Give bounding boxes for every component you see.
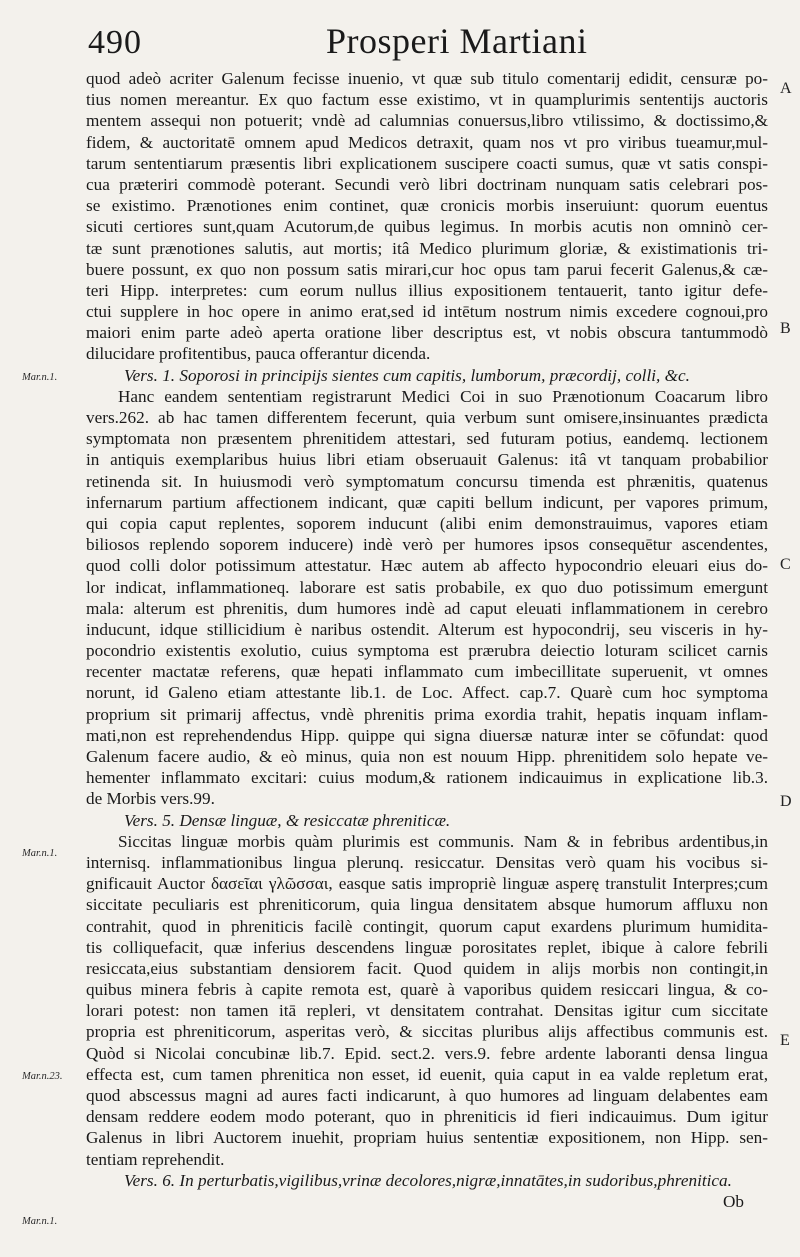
text-line: tæ sunt prænotiones salutis, aut mortis; itâ Medico plurimum gloriæ, & existimationis tri- <box>86 238 768 258</box>
text-line: proprium sit primarij affectus, vndè phrenitis prima exordia trahit, hepatis inquam inflam- <box>86 704 768 724</box>
text-line: inducunt, idque stillicidium è naribus ostendit. Alterum est hypocondrij, seu visceris in hy- <box>86 619 768 639</box>
text-line: Galenus in libri Auctorem inuehit, propriam huius sententiæ expositionem, non Hipp. sen- <box>86 1128 768 1148</box>
verse-heading: Vers. 5. Densæ linguæ, & resiccatæ phreniticæ. <box>124 810 451 830</box>
text-line: effecta est, cum tamen phrenitica non esset, id euenit, quia caput in ea valde repletum erat, <box>86 1064 768 1084</box>
text-line: norunt, id Galeno etiam attestante lib.1. de Loc. Affect. cap.7. Quarè cum hoc symptoma <box>86 683 768 703</box>
text-line: de Morbis vers.99. <box>86 789 215 809</box>
margin-letter: E <box>780 1032 790 1049</box>
text-line: mentem assequi non potuerit; vndè ad calumnias conuersus,libro vtilissimo, & doctissimo,& <box>86 111 768 131</box>
text-line: densam reddere eodem modo poterant, quo in phreniticis id fieri indicauimus. Dum igitur <box>86 1107 768 1127</box>
text-line: siccitate peculiaris est phreniticorum, quia lingua densitatem absque humorum affluxu non <box>86 895 768 915</box>
text-line: mala: alterum est phrenitis, dum humores indè ad caput eleuati inflammationem in cerebro <box>86 598 768 618</box>
text-line: mati,non est reprehendendus Hipp. quippe qui signa diuersæ naturæ inter se cōfundat: quod <box>86 725 768 745</box>
text-line: Galenum facere audio, & eò minus, quia non est nouum Hipp. phrenitidem solo hepate ve- <box>86 747 768 766</box>
text-line: sicuti certiores sunt,quam Acutorum,de quibus legimus. In morbis acutis non omninò cer- <box>86 217 768 237</box>
text-line: biliosos replendo soporem inducere) indè verò per humores ipsos consequētur ascendentes, <box>86 535 768 555</box>
text-line: contrahit, quod in phreniticis facilè contingit, quorum caput exardens plurimum humidita- <box>86 916 768 936</box>
body-text <box>86 68 768 1212</box>
text-line: buere possunt, ex quo non possum satis mirari,cur hoc opus tam parui fecerit Galenus,& cæ- <box>86 259 768 279</box>
verse-heading: Vers. 6. In perturbatis,vigilibus,vrinæ decolores,nigræ,innatātes,in sudoribus,phrenitica. <box>124 1170 732 1190</box>
text-line: internisq. inflammationibus lingua plerunq. resiccatur. Densitas verò quam his vocibus si- <box>86 852 768 872</box>
text-line: Hanc eandem sententiam registrarunt Medici Coi in suo Prænotionum Coacarum libro <box>118 386 768 406</box>
running-title: Prosperi Martiani <box>326 21 588 61</box>
text-line: tis colliquefacit, quæ inferius descendens linguæ porositates replet, ibique à calore febrili <box>86 937 768 957</box>
margin-letter: C <box>780 556 791 573</box>
text-line: retinenda sit. In huiusmodi verò symptomatum concursu timenda est phrænitis, quatenus <box>86 471 768 491</box>
margin-letter: D <box>780 793 792 810</box>
text-line: infernarum partium affectionem indicant, quæ capiti bellum indicunt, per vapores primum, <box>86 492 768 512</box>
text-line: hementer inflammato excitari: cuius modum,& rationem indicauimus in explicatione lib.3. <box>86 768 768 788</box>
text-line: dilucidare profitentibus, pauca offerantur dicenda. <box>86 344 431 364</box>
margin-note: Mar.n.1. <box>22 848 58 859</box>
text-line: lor indicat, inflammationeq. laborare est satis probabile, ex quo duo potissimum emergunt <box>86 577 768 597</box>
text-line: quod colli dolor potissimum attestatur. Hæc autem ab affecto hypocondrio eleuari eius do- <box>86 556 768 576</box>
catchword: Ob <box>722 1191 744 1211</box>
text-line: quibus minera febris à capite remota est, quarè à vaporibus quidem resiccari lingua, & co- <box>86 980 768 1000</box>
margin-letter: A <box>780 80 792 97</box>
text-line: quod abscessus magni ad aures facti indicarunt, à quo humores ad linguam delabentes eam <box>86 1086 768 1105</box>
text-line: vers.262. ab hac tamen differentem fecerunt, quia verbum sunt omisere,insinuantes prædicta <box>86 408 768 427</box>
text-line: lorari potest: non tamen itā repleri, vt densitatem contrahat. Densitas igitur cum siccitate <box>86 1001 768 1021</box>
page-header <box>0 18 800 66</box>
text-line: tentiam reprehendit. <box>86 1149 225 1169</box>
text-line: recenter mactatæ referens, quæ hepati inflammato cum imbecillitate superuenit, vt omnes <box>86 662 768 682</box>
text-line: fidem, & auctoritatē omnem apud Medicos detraxit, quam nos vt pro viribus tueamur,mul- <box>86 132 768 152</box>
text-line: quod adeò acriter Galenum fecisse inuenio, vt quæ sub titulo comentarij edidit, censuræ po- <box>86 69 768 88</box>
text-line: propria est phreniticorum, asperitas verò, & siccitas pluribus alijs affectibus communis est. <box>86 1022 768 1042</box>
text-line: tarum sententiarum præsentis libri explicationem suscipere coacti sumus, quæ vt satis conspi- <box>86 153 768 173</box>
text-line: gnificauit Auctor δασεῖαι γλῶσσαι, easque satis impropriè linguæ asperę transtulit Interpres;cum <box>86 874 768 894</box>
text-line: ctui supplere in hoc opere in animo erat,sed id intētum nostrum nimis excedere cognoui,pro <box>86 302 768 322</box>
margin-note: Mar.n.1. <box>22 1216 58 1227</box>
text-line: qui copia caput replentes, soporem inducunt (alibi enim demonstrauimus, vapores etiam <box>86 513 768 533</box>
margin-note: Mar.n.23. <box>22 1071 63 1082</box>
text-line: resiccata,eius substantiam densiorem facit. Quod quidem in alijs morbis non contingit,in <box>86 958 768 978</box>
text-line: teri Hipp. interpretes: cum eorum nullus illius expositionem tentauerit, tanto igitur defe- <box>86 280 768 300</box>
page-number: 490 <box>88 24 142 61</box>
text-line: symptomata non præsentem phrenitidem attestari, sed futuram potius, eandemq. lectionem <box>86 429 768 449</box>
text-line: pocondrio existentis exolutio, cuius symptoma est prærubra deiectio loturam scilicet carnis <box>86 641 768 661</box>
text-line: tius nomen mereantur. Ex quo factum esse existimo, vt in quamplurimis sententijs auctoris <box>86 90 768 110</box>
text-line: Siccitas linguæ morbis quàm plurimis est communis. Nam & in febribus ardentibus,in <box>118 831 768 851</box>
text-line: se existimo. Prænotiones enim continet, quæ cronicis morbis inseruiunt: quorum euentus <box>86 196 768 216</box>
text-line: cua præteriri commodè poterant. Secundi verò libri doctrinam nunquam satis celebrari pos- <box>86 174 768 194</box>
verse-heading: Vers. 1. Soporosi in principijs sientes cum capitis, lumborum, præcordij, colli, &c. <box>124 365 690 385</box>
margin-note: Mar.n.1. <box>22 372 58 383</box>
text-line: in antiquis exemplaribus huius libri etiam obseruauit Galenus: itâ vt tanquam probabilior <box>86 450 768 470</box>
text-line: Quòd si Nicolai concubinæ lib.7. Epid. sect.2. vers.9. febre ardente laboranti densa lingua <box>86 1043 768 1063</box>
margin-letter: B <box>780 320 791 337</box>
text-line: maiori enim parte adeò aperta oratione liber descriptus est, vt nobis obscura tantummodò <box>86 323 768 343</box>
